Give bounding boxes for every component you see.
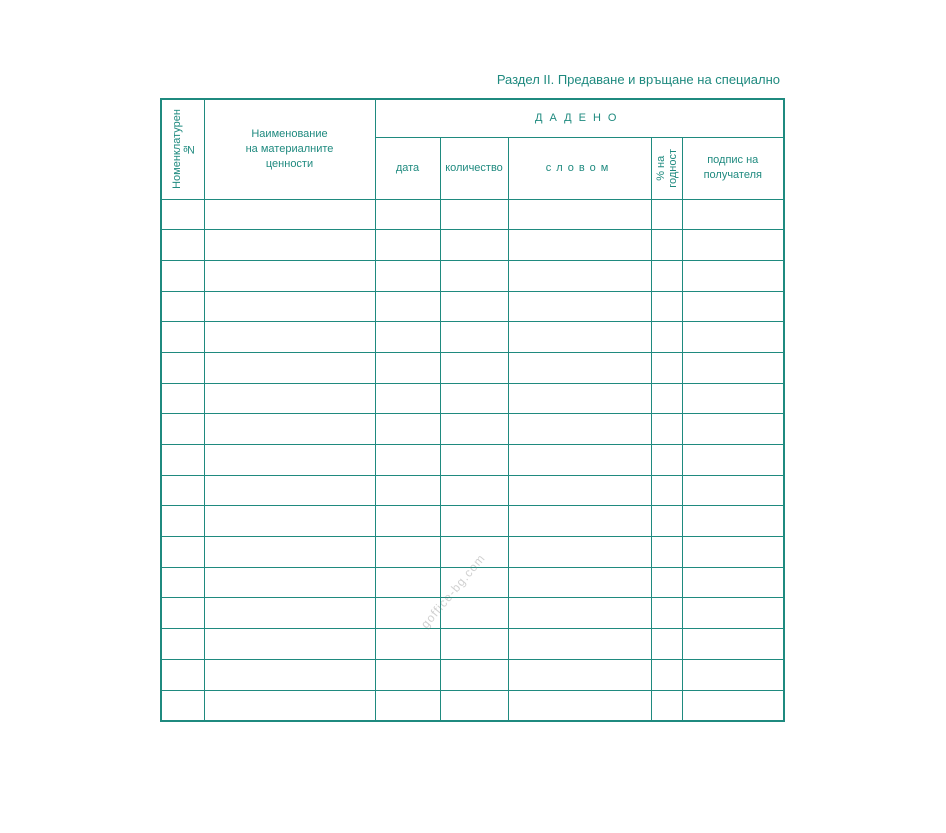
given-group-header: ДАДЕНО [375, 99, 784, 137]
cell-date[interactable] [375, 537, 440, 568]
table-row [161, 230, 784, 261]
cell-nomenclature[interactable] [161, 567, 204, 598]
cell-fitness[interactable] [651, 352, 682, 383]
table-row [161, 291, 784, 322]
table-row [161, 322, 784, 353]
cell-nomenclature[interactable] [161, 230, 204, 261]
cell-fitness[interactable] [651, 567, 682, 598]
cell-in-words[interactable] [508, 322, 651, 353]
cell-item-name[interactable] [204, 475, 375, 506]
cell-in-words[interactable] [508, 598, 651, 629]
col-signature-line1: подпис на [707, 154, 759, 166]
cell-in-words[interactable] [508, 260, 651, 291]
materials-table [160, 98, 785, 722]
cell-date[interactable] [375, 506, 440, 537]
cell-fitness[interactable] [651, 414, 682, 445]
cell-item-name[interactable] [204, 537, 375, 568]
cell-signature[interactable] [682, 230, 784, 261]
table-row [161, 260, 784, 291]
cell-in-words[interactable] [508, 659, 651, 690]
cell-quantity[interactable] [440, 352, 508, 383]
cell-quantity[interactable] [440, 475, 508, 506]
cell-nomenclature[interactable] [161, 506, 204, 537]
cell-in-words[interactable] [508, 445, 651, 476]
cell-item-name[interactable] [204, 322, 375, 353]
cell-date[interactable] [375, 352, 440, 383]
cell-item-name[interactable] [204, 659, 375, 690]
cell-nomenclature[interactable] [161, 475, 204, 506]
table-row [161, 199, 784, 230]
cell-date[interactable] [375, 322, 440, 353]
cell-date[interactable] [375, 445, 440, 476]
cell-item-name[interactable] [204, 352, 375, 383]
cell-item-name[interactable] [204, 260, 375, 291]
cell-item-name[interactable] [204, 230, 375, 261]
col-item-name-line2: на материалните [245, 142, 334, 155]
table-row [161, 659, 784, 690]
cell-quantity[interactable] [440, 230, 508, 261]
cell-quantity[interactable] [440, 260, 508, 291]
cell-signature[interactable] [682, 629, 784, 660]
col-item-name-line3: ценности [265, 157, 314, 170]
cell-in-words[interactable] [508, 291, 651, 322]
cell-in-words[interactable] [508, 506, 651, 537]
cell-signature[interactable] [682, 567, 784, 598]
cell-fitness[interactable] [651, 230, 682, 261]
cell-signature[interactable] [682, 659, 784, 690]
col-date: дата [375, 137, 440, 199]
cell-nomenclature[interactable] [161, 690, 204, 721]
cell-in-words[interactable] [508, 414, 651, 445]
cell-fitness[interactable] [651, 322, 682, 353]
col-in-words: словом [508, 137, 651, 199]
cell-date[interactable] [375, 199, 440, 230]
cell-nomenclature[interactable] [161, 445, 204, 476]
table-row [161, 598, 784, 629]
cell-item-name[interactable] [204, 690, 375, 721]
cell-nomenclature[interactable] [161, 260, 204, 291]
cell-date[interactable] [375, 383, 440, 414]
cell-signature[interactable] [682, 383, 784, 414]
cell-nomenclature[interactable] [161, 383, 204, 414]
cell-fitness[interactable] [651, 260, 682, 291]
cell-nomenclature[interactable] [161, 352, 204, 383]
cell-nomenclature[interactable] [161, 629, 204, 660]
cell-signature[interactable] [682, 260, 784, 291]
table-row [161, 506, 784, 537]
cell-item-name[interactable] [204, 567, 375, 598]
section-title: Раздел II. Предаване и връщане на специално [496, 72, 780, 87]
col-item-name [204, 99, 375, 199]
cell-nomenclature[interactable] [161, 199, 204, 230]
cell-in-words[interactable] [508, 199, 651, 230]
cell-signature[interactable] [682, 414, 784, 445]
cell-date[interactable] [375, 291, 440, 322]
cell-in-words[interactable] [508, 383, 651, 414]
cell-fitness[interactable] [651, 690, 682, 721]
cell-quantity[interactable] [440, 383, 508, 414]
cell-nomenclature[interactable] [161, 537, 204, 568]
col-signature-line2: получателя [703, 169, 762, 181]
header-row-top [161, 99, 784, 137]
table-row [161, 414, 784, 445]
cell-signature[interactable] [682, 322, 784, 353]
cell-fitness[interactable] [651, 506, 682, 537]
cell-date[interactable] [375, 475, 440, 506]
cell-in-words[interactable] [508, 567, 651, 598]
cell-date[interactable] [375, 659, 440, 690]
table-row [161, 445, 784, 476]
cell-quantity[interactable] [440, 659, 508, 690]
cell-fitness[interactable] [651, 383, 682, 414]
cell-signature[interactable] [682, 445, 784, 476]
cell-quantity[interactable] [440, 445, 508, 476]
cell-signature[interactable] [682, 598, 784, 629]
cell-in-words[interactable] [508, 230, 651, 261]
cell-fitness[interactable] [651, 659, 682, 690]
col-quantity: количество [440, 137, 508, 199]
cell-signature[interactable] [682, 506, 784, 537]
cell-quantity[interactable] [440, 414, 508, 445]
cell-quantity[interactable] [440, 322, 508, 353]
table-row [161, 629, 784, 660]
cell-signature[interactable] [682, 690, 784, 721]
cell-signature[interactable] [682, 352, 784, 383]
cell-signature[interactable] [682, 475, 784, 506]
cell-nomenclature[interactable] [161, 291, 204, 322]
cell-nomenclature[interactable] [161, 659, 204, 690]
cell-item-name[interactable] [204, 383, 375, 414]
watermark: goffice-bg.com [418, 551, 489, 631]
cell-item-name[interactable] [204, 414, 375, 445]
col-recipient-signature [682, 137, 784, 199]
cell-quantity[interactable] [440, 506, 508, 537]
cell-nomenclature[interactable] [161, 322, 204, 353]
col-fitness-line1: % на [654, 155, 667, 181]
cell-in-words[interactable] [508, 629, 651, 660]
cell-signature[interactable] [682, 199, 784, 230]
cell-date[interactable] [375, 629, 440, 660]
col-nomenclature-number [161, 99, 204, 199]
cell-item-name[interactable] [204, 629, 375, 660]
cell-in-words[interactable] [508, 352, 651, 383]
cell-date[interactable] [375, 230, 440, 261]
col-fitness-percent [651, 137, 682, 199]
cell-in-words[interactable] [508, 690, 651, 721]
cell-quantity[interactable] [440, 629, 508, 660]
col-fitness-line2: годност [666, 148, 679, 188]
cell-in-words[interactable] [508, 475, 651, 506]
table-row [161, 383, 784, 414]
cell-fitness[interactable] [651, 598, 682, 629]
cell-nomenclature[interactable] [161, 414, 204, 445]
table-row [161, 475, 784, 506]
cell-quantity[interactable] [440, 690, 508, 721]
cell-fitness[interactable] [651, 537, 682, 568]
cell-fitness[interactable] [651, 291, 682, 322]
table-body [161, 199, 784, 721]
cell-signature[interactable] [682, 537, 784, 568]
cell-item-name[interactable] [204, 291, 375, 322]
col-nomenclature-symbol: № [182, 143, 195, 156]
cell-quantity[interactable] [440, 291, 508, 322]
cell-quantity[interactable] [440, 199, 508, 230]
cell-item-name[interactable] [204, 445, 375, 476]
cell-date[interactable] [375, 414, 440, 445]
col-item-name-line1: Наименование [251, 127, 328, 140]
cell-item-name[interactable] [204, 598, 375, 629]
cell-item-name[interactable] [204, 199, 375, 230]
cell-fitness[interactable] [651, 475, 682, 506]
cell-date[interactable] [375, 567, 440, 598]
cell-fitness[interactable] [651, 199, 682, 230]
cell-date[interactable] [375, 260, 440, 291]
cell-nomenclature[interactable] [161, 598, 204, 629]
table-row [161, 352, 784, 383]
cell-date[interactable] [375, 690, 440, 721]
table-row [161, 690, 784, 721]
cell-signature[interactable] [682, 291, 784, 322]
col-nomenclature-label: Номенклатурен [170, 109, 183, 190]
cell-fitness[interactable] [651, 629, 682, 660]
cell-fitness[interactable] [651, 445, 682, 476]
cell-in-words[interactable] [508, 537, 651, 568]
cell-item-name[interactable] [204, 506, 375, 537]
